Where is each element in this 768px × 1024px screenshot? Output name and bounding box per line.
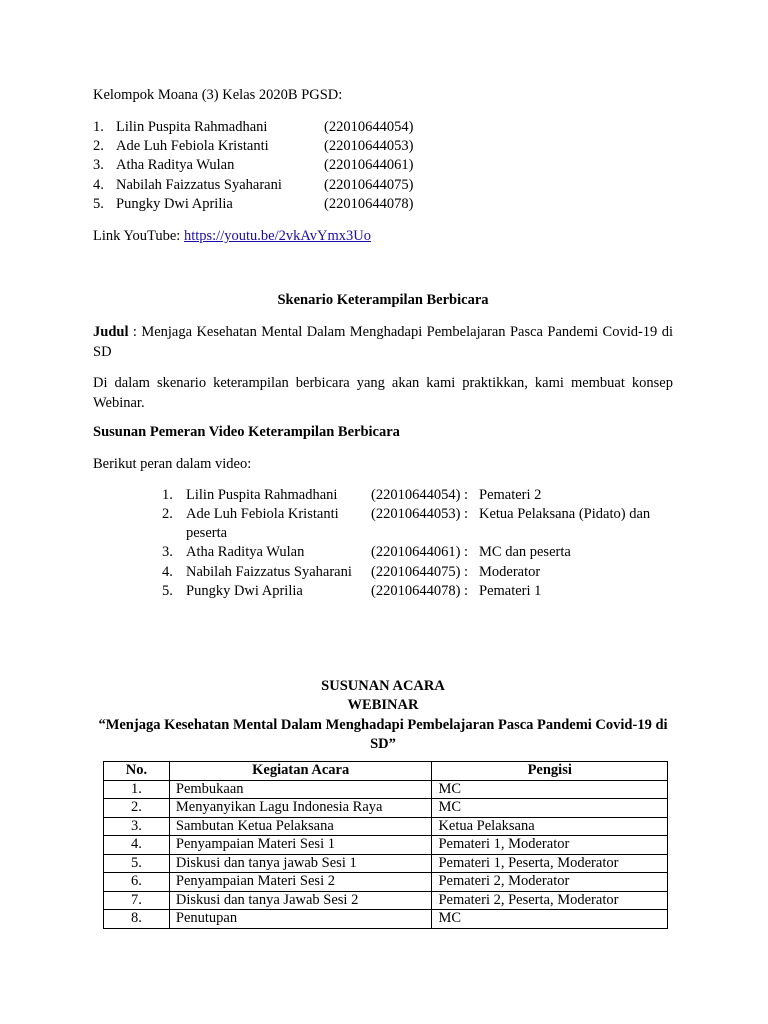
- table-header-row: [104, 762, 668, 781]
- cast-name: Ade Luh Febiola Kristanti: [186, 506, 339, 522]
- member-nim: (22010644054): [324, 119, 414, 135]
- cast-nim: (22010644075) :: [371, 564, 469, 580]
- table-row: [104, 799, 668, 818]
- member-nim: (22010644078): [324, 196, 414, 212]
- column-header-pengisi: Pengisi: [432, 762, 668, 781]
- cell-kegiatan: Penyampaian Materi Sesi 1: [169, 836, 432, 855]
- cell-kegiatan: Diskusi dan tanya jawab Sesi 1: [169, 854, 432, 873]
- table-row: [104, 836, 668, 855]
- cell-pengisi: MC: [432, 780, 668, 799]
- cell-no: 6.: [104, 873, 170, 892]
- cell-no: 3.: [104, 817, 170, 836]
- cast-role: Moderator: [479, 564, 541, 580]
- cell-pengisi: MC: [432, 910, 668, 929]
- cell-pengisi: Pemateri 1, Peserta, Moderator: [432, 854, 668, 873]
- member-num: 3.: [93, 157, 104, 173]
- member-nim: (22010644075): [324, 177, 414, 193]
- cast-nim: (22010644054) :: [371, 487, 469, 503]
- cast-num: 3.: [162, 544, 173, 560]
- cast-num: 5.: [162, 583, 173, 599]
- agenda-subtitle: WEBINAR: [347, 697, 419, 713]
- member-num: 5.: [93, 196, 104, 212]
- cell-no: 5.: [104, 854, 170, 873]
- cell-no: 2.: [104, 799, 170, 818]
- table-row: [104, 891, 668, 910]
- cell-no: 7.: [104, 891, 170, 910]
- cast-num: 4.: [162, 564, 173, 580]
- cast-name: Lilin Puspita Rahmadhani: [186, 487, 338, 503]
- cell-kegiatan: Penutupan: [169, 910, 432, 929]
- agenda-theme: “Menjaga Kesehatan Mental Dalam Menghadapi Pembelajaran Pasca Pandemi Covid-19 di SD”: [98, 717, 668, 752]
- cell-no: 1.: [104, 780, 170, 799]
- cast-nim: (22010644061) :: [371, 544, 469, 560]
- group-line: Kelompok Moana (3) Kelas 2020B PGSD:: [93, 87, 343, 103]
- member-name: Nabilah Faizzatus Syaharani: [116, 177, 282, 193]
- judul-paragraph: [93, 322, 673, 362]
- cast-name: Pungky Dwi Aprilia: [186, 583, 303, 599]
- agenda-title: SUSUNAN ACARA: [321, 678, 445, 694]
- member-num: 2.: [93, 138, 104, 154]
- youtube-line: [93, 228, 371, 245]
- table-row: [104, 854, 668, 873]
- member-name: Lilin Puspita Rahmadhani: [116, 119, 268, 135]
- cell-kegiatan: Menyanyikan Lagu Indonesia Raya: [169, 799, 432, 818]
- cell-no: 8.: [104, 910, 170, 929]
- cell-kegiatan: Penyampaian Materi Sesi 2: [169, 873, 432, 892]
- cell-pengisi: Ketua Pelaksana: [432, 817, 668, 836]
- cell-kegiatan: Pembukaan: [169, 780, 432, 799]
- cell-pengisi: Pemateri 2, Peserta, Moderator: [432, 891, 668, 910]
- table-row: [104, 817, 668, 836]
- cell-pengisi: Pemateri 2, Moderator: [432, 873, 668, 892]
- youtube-label: Link YouTube:: [93, 228, 184, 244]
- scenario-title: Skenario Keterampilan Berbicara: [277, 292, 489, 308]
- column-header-kegiatan: Kegiatan Acara: [169, 762, 432, 781]
- cast-num: 1.: [162, 487, 173, 503]
- cast-role-continued: peserta: [186, 525, 228, 541]
- member-num: 4.: [93, 177, 104, 193]
- cell-kegiatan: Sambutan Ketua Pelaksana: [169, 817, 432, 836]
- cast-role: Pemateri 2: [479, 487, 542, 503]
- cast-name: Nabilah Faizzatus Syaharani: [186, 564, 352, 580]
- member-nim: (22010644053): [324, 138, 414, 154]
- table-row: [104, 780, 668, 799]
- cell-kegiatan: Diskusi dan tanya Jawab Sesi 2: [169, 891, 432, 910]
- cell-no: 4.: [104, 836, 170, 855]
- cast-nim: (22010644053) :: [371, 506, 469, 522]
- table-row: [104, 873, 668, 892]
- cast-role: MC dan peserta: [479, 544, 571, 560]
- cast-num: 2.: [162, 506, 173, 522]
- cell-pengisi: MC: [432, 799, 668, 818]
- member-name: Ade Luh Febiola Kristanti: [116, 138, 269, 154]
- cast-nim: (22010644078) :: [371, 583, 469, 599]
- cast-intro: Berikut peran dalam video:: [93, 456, 252, 472]
- cast-role: Ketua Pelaksana (Pidato) dan: [479, 506, 651, 522]
- intro-paragraph: Di dalam skenario keterampilan berbicara yang akan kami praktikkan, kami membuat konsep Webinar.: [93, 375, 673, 411]
- table-row: [104, 910, 668, 929]
- member-name: Pungky Dwi Aprilia: [116, 196, 233, 212]
- judul-text: : Menjaga Kesehatan Mental Dalam Menghadapi Pembelajaran Pasca Pandemi Covid-19 di SD: [93, 324, 673, 360]
- cast-heading: Susunan Pemeran Video Keterampilan Berbicara: [93, 424, 400, 440]
- youtube-link[interactable]: https://youtu.be/2vkAvYmx3Uo: [183, 228, 371, 244]
- column-header-no: No.: [104, 762, 170, 781]
- agenda-table: [103, 761, 668, 929]
- member-nim: (22010644061): [324, 157, 414, 173]
- member-name: Atha Raditya Wulan: [116, 157, 235, 173]
- cell-pengisi: Pemateri 1, Moderator: [432, 836, 668, 855]
- judul-label: Judul: [93, 324, 129, 340]
- member-num: 1.: [93, 119, 104, 135]
- cast-name: Atha Raditya Wulan: [186, 544, 305, 560]
- cast-role: Pemateri 1: [479, 583, 542, 599]
